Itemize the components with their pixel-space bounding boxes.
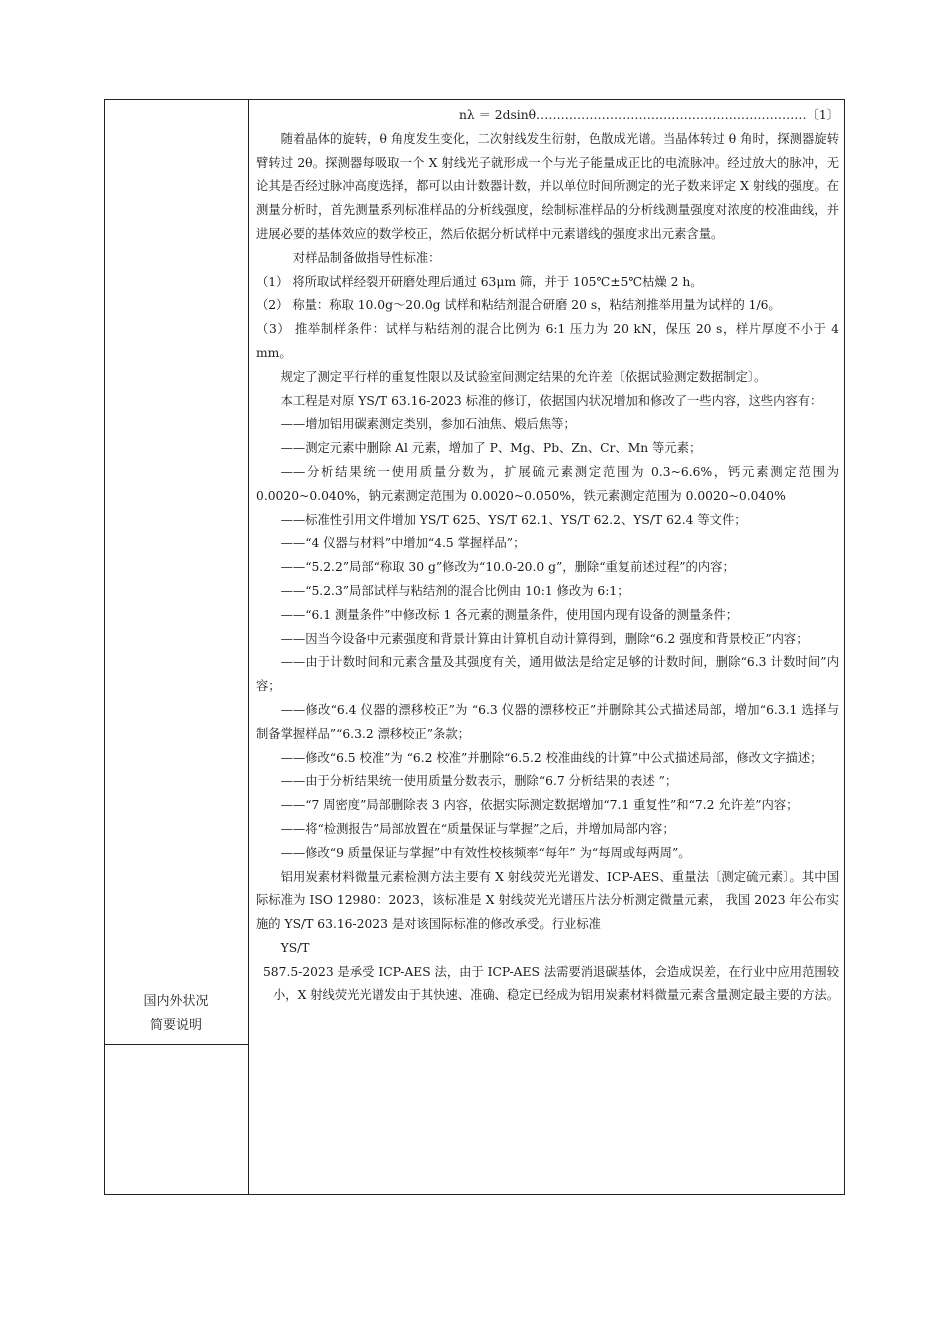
list-item: ——修改“6.5 校准”为 “6.2 校准”并删除“6.5.2 校准曲线的计算”中公式描述局部，修改文字描述；	[280, 750, 823, 765]
list-item: ——由于计数时间和元素含量及其强度有关，通用做法是给定足够的计数时间，删除“6.3 计数时间”内容；	[256, 655, 839, 694]
list-item: ——“5.2.3”局部试样与粘结剂的混合比例由 10:1 修改为 6:1；	[280, 583, 630, 598]
section-label-line-2: 简要说明	[149, 1018, 202, 1033]
list-item: （2） 称量：称取 10.0g～20.0g 试样和粘结剂混合研磨 20 s，粘结剂推举用量为试样的 1/6。	[256, 298, 781, 313]
paragraph: 规定了测定平行样的重复性限以及试验室间测定结果的允许差〔依据试验测定数据制定〕。	[280, 369, 767, 384]
list-item: （1） 将所取试样经裂开研磨处理后通过 63μm 筛，并于 105℃±5℃枯燥 2 h。	[256, 274, 703, 289]
list-item: ——“7 周密度”局部删除表 3 内容，依据实际测定数据增加“7.1 重复性”和“7.2 允许差”内容；	[280, 798, 799, 813]
paragraph: 本工程是对原 YS/T 63.16-2023 标准的修订，依据国内状况增加和修改了一些内容，这些内容有：	[280, 393, 823, 408]
list-item: ——修改“6.4 仪器的漂移校正”为 “6.3 仪器的漂移校正”并删除其公式描述局部，增加“6.3.1 选择与制备掌握样品”“6.3.2 漂移校正”条款；	[256, 702, 839, 741]
list-item: ——由于分析结果统一使用质量分数表示，删除“6.7 分析结果的表述 ”；	[280, 774, 678, 789]
section-label	[104, 990, 248, 1038]
paragraph: 随着晶体的旋转，θ 角度发生变化，二次射线发生衍射，色散成光谱。当晶体转过 θ 角时，探测器旋转臂转过 2θ。探测器每吸取一个 X 射线光子就形成一个与光子能量成正比的电流脉冲。经过放大的脉冲，无论其是否经过脉冲高度选择，都可以由计数器计数，并以单位时间所测定的光子数来评定 X 射线的强度。在测量分析时，首先测量系列标准样品的分析线强度，绘制标准样品的分析线测量强度对浓度的校准曲线，并进展必要的基体效应的数学校正，然后依据分析试样中元素谱线的强度求出元素含量。	[256, 131, 839, 241]
list-item: ——“6.1 测量条件”中修改标 1 各元素的测量条件，使用国内现有设备的测量条件；	[280, 607, 739, 622]
list-item: （3） 推举制样条件：试样与粘结剂的混合比例为 6:1 压力为 20 kN，保压 20 s，样片厚度不小于 4 mm。	[256, 322, 839, 360]
paragraph: 对样品制备做指导性标准：	[292, 250, 441, 265]
list-item: ——标准性引用文件增加 YS/T 625、YS/T 62.1、YS/T 62.2、YS/T 62.4 等文件；	[280, 512, 747, 527]
list-item: ——增加铝用碳素测定类别，参加石油焦、煅后焦等；	[280, 417, 576, 432]
content-cell	[256, 104, 839, 1008]
list-item: ——因当今设备中元素强度和背景计算由计算机自动计算得到，删除“6.2 强度和背景校正”内容；	[280, 631, 809, 646]
list-item: ——修改“9 质量保证与掌握”中有效性校核频率“每年” 为“每周或每两周”。	[280, 845, 691, 860]
list-item: ——“4 仪器与材料”中增加“4.5 掌握样品”；	[280, 536, 526, 551]
section-label-line-1: 国内外状况	[143, 994, 209, 1009]
list-item: ——测定元素中删除 Al 元素，增加了 P、Mg、Pb、Zn、Cr、Mn 等元素；	[280, 441, 702, 456]
row-divider	[104, 1044, 249, 1045]
paragraph: YS/T	[280, 940, 310, 955]
equation: nλ ＝ 2dsinθ…………………………………………………………〔1〕	[458, 108, 839, 122]
paragraph-fragment: 587.5-2023 是承受 ICP-AES 法，由于 ICP-AES 法需要消退碳基体，会造成误差，在行业中应用范围较小，X 射线荧光光谱发由于其快速、准确、稳定已经成为铝用炭素材料微量元素含量测定最主要的方法。	[262, 964, 839, 1003]
list-item: 铝用炭素材料微量元素检测方法主要有 X 射线荧光光谱发、ICP-AES、重量法〔测定硫元素〕。其中国际标准为 ISO 12980：2023，该标准是 X 射线荧光光谱压片法分析测定微量元素， 我国 2023 年公布实施的 YS/T 63.16-2023 是对该国际标准的修改承受。行业标准	[256, 869, 839, 932]
list-item: ——分析结果统一使用质量分数为，扩展硫元素测定范围为 0.3~6.6%，钙元素测定范围为 0.0020~0.040%，钠元素测定范围为 0.0020~0.050%，铁元素测定范围为 0.0020~0.040%	[256, 464, 839, 503]
list-item: ——将“检测报告”局部放置在“质量保证与掌握”之后，并增加局部内容；	[280, 821, 675, 836]
column-divider	[248, 99, 249, 1195]
list-item: ——“5.2.2”局部“称取 30 g”修改为“10.0-20.0 g”，删除“重复前述过程”的内容；	[280, 560, 735, 575]
